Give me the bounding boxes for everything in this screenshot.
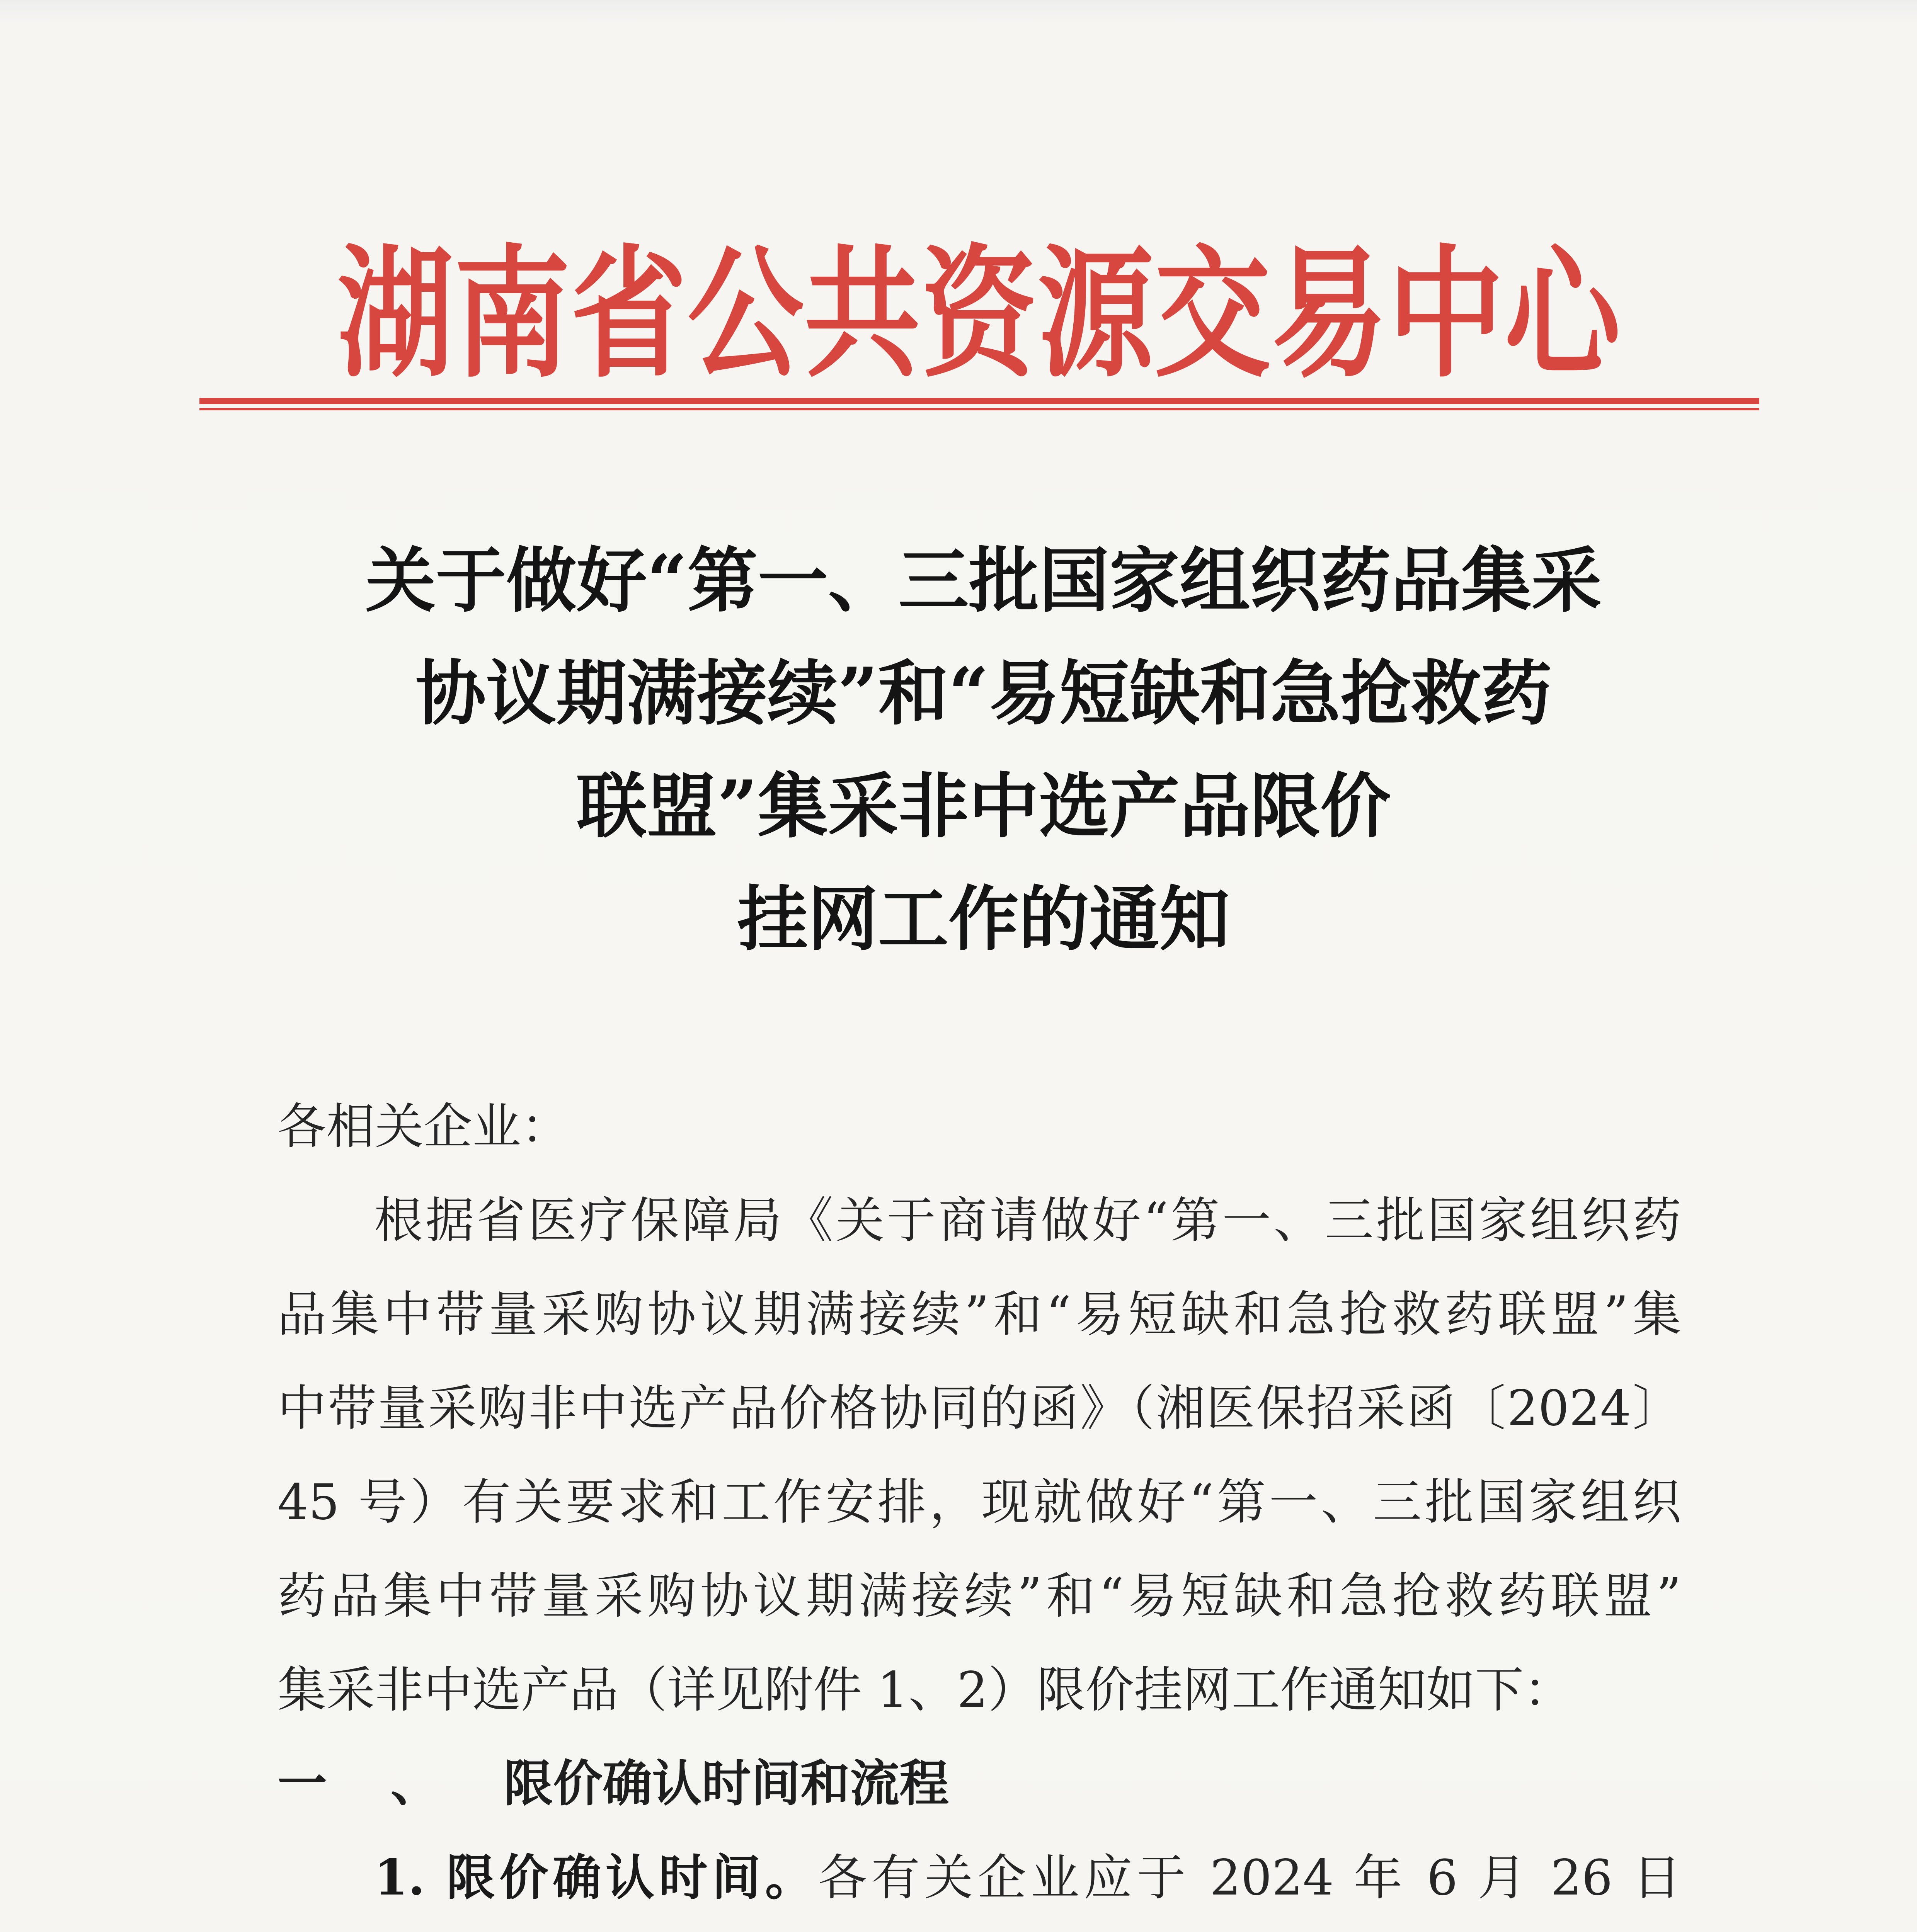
paragraph-intro	[278, 1173, 1681, 1737]
title-line: 关于做好“第一、三批国家组织药品集采	[365, 539, 1602, 622]
section-heading: 一 、 限价确认时间和流程	[278, 1755, 949, 1813]
paragraph-line: 药品集中带量采购协议期满接续”和“易短缺和急抢救药联盟”	[278, 1568, 1681, 1624]
item-lead: 1. 限价确认时间。	[374, 1849, 818, 1906]
document-title	[288, 524, 1679, 975]
salutation: 各相关企业：	[278, 1098, 570, 1155]
item-text: 各有关企业应于 2024 年 6 月 26 日	[818, 1849, 1681, 1906]
paragraph-line: 根据省医疗保障局《关于商请做好“第一、三批国家组织药	[374, 1192, 1681, 1249]
paragraph-line: 集采非中选产品（详见附件 1、2）限价挂网工作通知如下：	[278, 1662, 1573, 1718]
item-confirmation-time	[278, 1831, 1681, 1932]
issuing-organization-header: 湖南省公共资源交易中心	[337, 230, 1621, 397]
paragraph-line: 中带量采购非中选产品价格协同的函》（湘医保招采函〔2024〕	[278, 1380, 1681, 1437]
header-red-rule-thick	[199, 398, 1759, 404]
paragraph-line	[278, 1925, 1681, 1932]
paragraph-line	[278, 1831, 1681, 1925]
paragraph-line: 品集中带量采购协议期满接续”和“易短缺和急抢救药联盟”集	[278, 1286, 1681, 1343]
title-line: 协议期满接续”和“易短缺和急抢救药	[415, 652, 1552, 735]
document-body	[278, 1080, 1681, 1932]
title-line: 挂网工作的通知	[737, 878, 1230, 960]
title-line: 联盟”集采非中选产品限价	[576, 765, 1391, 847]
paragraph-line: 45 号）有关要求和工作安排，现就做好“第一、三批国家组织	[278, 1474, 1681, 1531]
header-red-rule-thin	[199, 408, 1759, 410]
